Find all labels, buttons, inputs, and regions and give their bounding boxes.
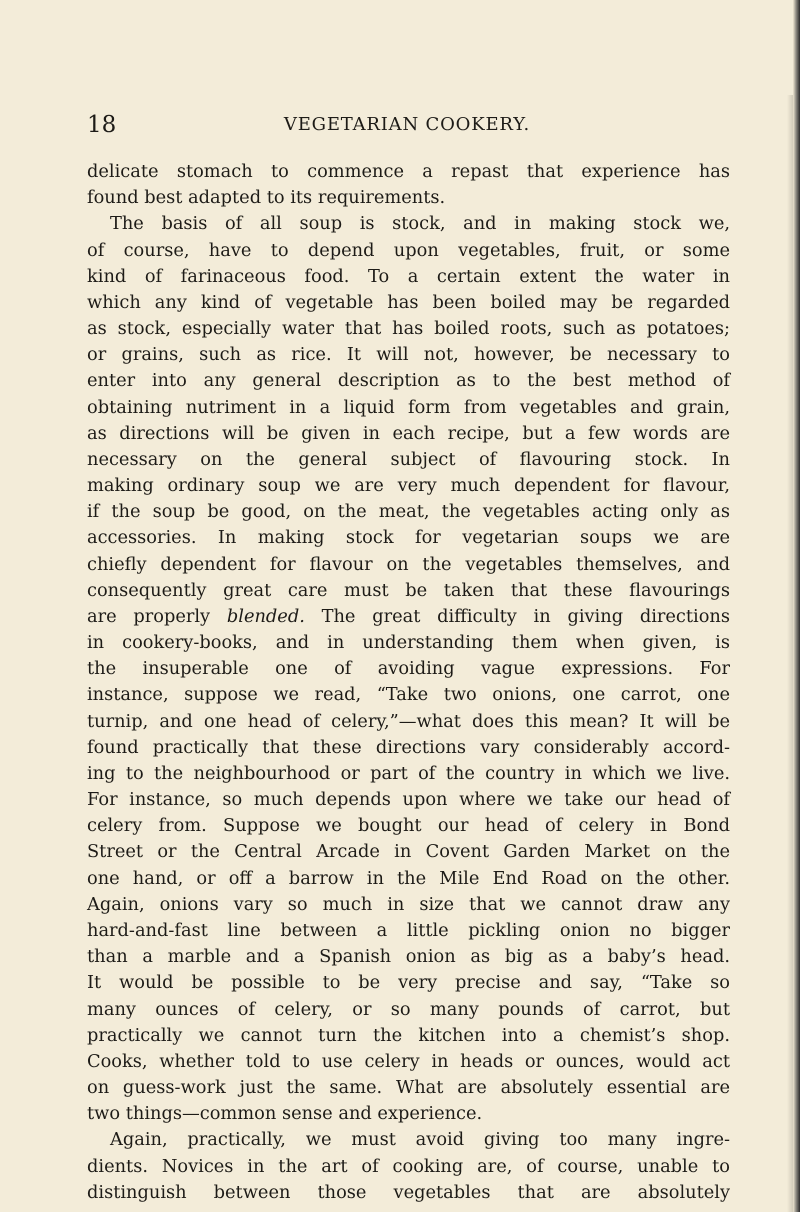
page-edge-shadow — [793, 0, 800, 1212]
text-line: enter into any general description as to the best method of — [87, 370, 730, 392]
text-line: The basis of all soup is stock, and in making stock we, — [110, 213, 730, 235]
text-line: or grains, such as rice. It will not, however, be necessary to — [87, 344, 730, 366]
text-line: than a marble and a Spanish onion as big as a baby’s head. — [87, 946, 730, 968]
text-segment: are properly — [87, 605, 227, 627]
text-line: if the soup be good, on the meat, the vegetables acting only as — [87, 501, 730, 523]
text-line: as directions will be given in each recipe, but a few words are — [87, 422, 730, 444]
text-line: on guess-work just the same. What are absolutely essential are — [87, 1077, 730, 1099]
text-line: necessary on the general subject of flavouring stock. In — [87, 448, 730, 470]
text-line-with-italic — [87, 604, 730, 630]
text-line: making ordinary soup we are very much dependent for flavour, — [87, 475, 730, 497]
text-line: celery from. Suppose we bought our head of celery in Bond — [87, 815, 730, 837]
text-line: of course, have to depend upon vegetables, fruit, or some — [87, 239, 730, 261]
text-line: one hand, or off a barrow in the Mile End Road on the other. — [87, 867, 730, 889]
text-line: the insuperable one of avoiding vague expressions. For — [87, 658, 730, 680]
text-line: Again, practically, we must avoid giving too many ingre- — [110, 1129, 730, 1151]
text-line: It would be possible to be very precise and say, “Take so — [87, 972, 730, 994]
running-head — [87, 112, 727, 138]
text-line: Street or the Central Arcade in Covent Garden Market on the — [87, 841, 730, 863]
text-line: distinguish between those vegetables that are absolutely — [87, 1181, 730, 1203]
text-line: For instance, so much depends upon where we take our head of — [87, 789, 730, 811]
text-line: dients. Novices in the art of cooking are, of course, unable to — [87, 1155, 730, 1177]
text-line: consequently great care must be taken that these flavourings — [87, 579, 730, 601]
text-line: ing to the neighbourhood or part of the country in which we live. — [87, 762, 730, 784]
text-line: as stock, especially water that has boiled roots, such as potatoes; — [87, 318, 730, 340]
text-line: kind of farinaceous food. To a certain extent the water in — [87, 265, 730, 287]
text-line: Again, onions vary so much in size that we cannot draw any — [87, 893, 730, 915]
text-line: hard-and-fast line between a little pickling onion no bigger — [87, 919, 730, 941]
text-line: chiefly dependent for flavour on the vegetables themselves, and — [87, 553, 730, 575]
italic-word: blended. — [226, 605, 305, 627]
text-line: instance, suppose we read, “Take two onions, one carrot, one — [87, 684, 730, 706]
running-title: VEGETARIAN COOKERY. — [283, 114, 531, 135]
text-line: in cookery-books, and in understanding them when given, is — [87, 632, 730, 654]
text-line: turnip, and one head of celery,”—what does this mean? It will be — [87, 710, 730, 732]
body-text — [87, 159, 730, 1206]
text-line: many ounces of celery, or so many pounds of carrot, but — [87, 998, 730, 1020]
page-edge-shade — [787, 95, 793, 1212]
text-line: practically we cannot turn the kitchen into a chemist’s shop. — [87, 1024, 730, 1046]
text-line: which any kind of vegetable has been boiled may be regarded — [87, 291, 730, 313]
text-line: accessories. In making stock for vegetarian soups we are — [87, 527, 730, 549]
text-line: found practically that these directions vary considerably accord- — [87, 736, 730, 758]
text-line: obtaining nutriment in a liquid form from vegetables and grain, — [87, 396, 730, 418]
text-line: Cooks, whether told to use celery in heads or ounces, would act — [87, 1050, 730, 1072]
text-line: found best adapted to its requirements. — [87, 187, 446, 209]
page-number: 18 — [87, 112, 117, 138]
text-line: two things—common sense and experience. — [87, 1103, 483, 1125]
text-line: delicate stomach to commence a repast that experience has — [87, 161, 730, 182]
text-segment: The great difficulty in giving directions — [304, 605, 730, 627]
